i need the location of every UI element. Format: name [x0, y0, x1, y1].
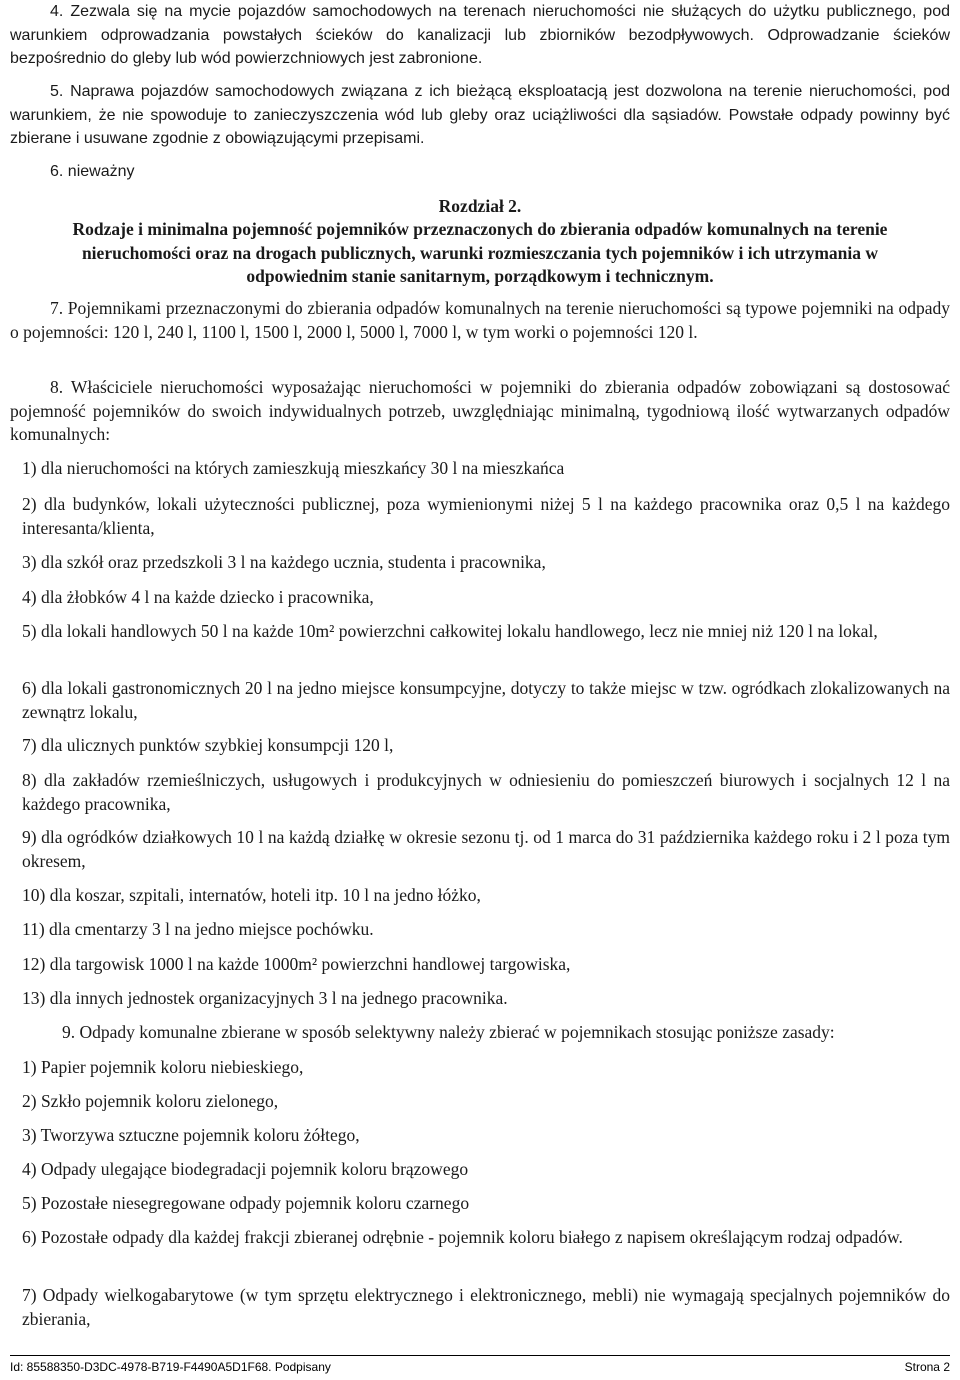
- footer-divider: [10, 1355, 950, 1356]
- list-item: 4) dla żłobków 4 l na każde dziecko i pracownika,: [22, 587, 374, 607]
- list-item: 1) dla nieruchomości na których zamieszkują mieszkańcy 30 l na mieszkańca: [22, 458, 565, 478]
- list-item: 2) dla budynków, lokali użyteczności publicznej, poza wymienionymi niżej 5 l na każdego pracownika oraz 0,5 l na każdego interesanta/klienta,: [22, 494, 950, 538]
- list-item: 3) dla szkół oraz przedszkoli 3 l na każdego ucznia, studenta i pracownika,: [22, 552, 546, 572]
- list-item: 12) dla targowisk 1000 l na każde 1000m² powierzchni handlowej targowiska,: [22, 954, 571, 974]
- list-item: 7) dla ulicznych punktów szybkiej konsumpcji 120 l,: [22, 735, 394, 755]
- list-item: 2) Szkło pojemnik koloru zielonego,: [22, 1091, 279, 1111]
- paragraph-4: 4. Zezwala się na mycie pojazdów samochodowych na terenach nieruchomości nie służących do użytku publicznego, pod warunkiem odprowadzania powstałych ścieków do kanalizacji lub zbiorników bezodpływowych. Odprowadzanie ścieków bezpośrednio do gleby lub wód powierzchniowych jest zabronione.: [10, 3, 950, 67]
- paragraph-8: 8. Właściciele nieruchomości wyposażając nieruchomości w pojemniki do zbierania odpadów zobowiązani są dostosować pojemność pojemników do swoich indywidualnych potrzeb, uwzględniając minimalną, tygodniową ilość wytwarzanych odpadów komunalnych:: [10, 377, 950, 444]
- paragraph-7: 7. Pojemnikami przeznaczonymi do zbierania odpadów komunalnych na terenie nieruchomości są typowe pojemniki na odpady o pojemności: 120 l, 240 l, 1100 l, 1500 l, 2000 l, 5000 l, 7000 l, w tym worki o pojemności 120 l.: [10, 298, 950, 342]
- paragraph-9: 9. Odpady komunalne zbierane w sposób selektywny należy zbierać w pojemnikach stosując poniższe zasady:: [62, 1022, 835, 1042]
- paragraph-5: 5. Naprawa pojazdów samochodowych związana z ich bieżącą eksploatacją jest dozwolona na terenie nieruchomości, pod warunkiem, że nie spowoduje to zanieczyszczenia wód lub gleby oraz uciążliwości dla sąsiadów. Powstałe odpady powinny być zbierane i usuwane zgodnie z obowiązującymi przepisami.: [10, 83, 950, 147]
- list-item: 1) Papier pojemnik koloru niebieskiego,: [22, 1057, 304, 1077]
- list-item: 13) dla innych jednostek organizacyjnych 3 l na jednego pracownika.: [22, 988, 508, 1008]
- document-id: Id: 85588350-D3DC-4978-B719-F4490A5D1F68. Podpisany: [10, 1360, 331, 1374]
- paragraph-6: 6. nieważny: [50, 163, 135, 180]
- list-item: 6) dla lokali gastronomicznych 20 l na jedno miejsce konsumpcyjne, dotyczy to także miejsc w tzw. ogródkach zlokalizowanych na zewnątrz lokalu,: [22, 678, 950, 722]
- list-item: 5) dla lokali handlowych 50 l na każde 10m² powierzchni całkowitej lokalu handlowego, lecz nie mniej niż 120 l na lokal,: [22, 621, 878, 641]
- list-item: 11) dla cmentarzy 3 l na jedno miejsce pochówku.: [22, 919, 374, 939]
- chapter-number: Rozdział 2.: [438, 196, 522, 216]
- list-item: 7) Odpady wielkogabarytowe (w tym sprzętu elektrycznego i elektronicznego, mebli) nie wymagają specjalnych pojemników do zbierania,: [22, 1285, 950, 1329]
- list-item: 6) Pozostałe odpady dla każdej frakcji zbieranej odrębnie - pojemnik koloru białego z napisem określającym rodzaj odpadów.: [22, 1227, 903, 1247]
- chapter-title: Rodzaje i minimalna pojemność pojemników przeznaczonych do zbierania odpadów komunalnych na terenie nieruchomości oraz na drogach publicznych, warunki rozmieszczania tych pojemników i ich utrzymania w odpowiednim stanie sanitarnym, porządkowym i technicznym.: [72, 219, 888, 286]
- list-item: 4) Odpady ulegające biodegradacji pojemnik koloru brązowego: [22, 1159, 469, 1179]
- list-item: 9) dla ogródków działkowych 10 l na każdą działkę w okresie sezonu tj. od 1 marca do 31 października każdego roku i 2 l poza tym okresem,: [22, 827, 950, 871]
- list-item: 5) Pozostałe niesegregowane odpady pojemnik koloru czarnego: [22, 1193, 470, 1213]
- page-number: Strona 2: [904, 1360, 950, 1374]
- list-item: 3) Tworzywa sztuczne pojemnik koloru żółtego,: [22, 1125, 360, 1145]
- list-item: 8) dla zakładów rzemieślniczych, usługowych i produkcyjnych w odniesieniu do pomieszczeń biurowych i socjalnych 12 l na każdego pracownika,: [22, 770, 950, 814]
- list-item: 10) dla koszar, szpitali, internatów, hoteli itp. 10 l na jedno łóżko,: [22, 885, 481, 905]
